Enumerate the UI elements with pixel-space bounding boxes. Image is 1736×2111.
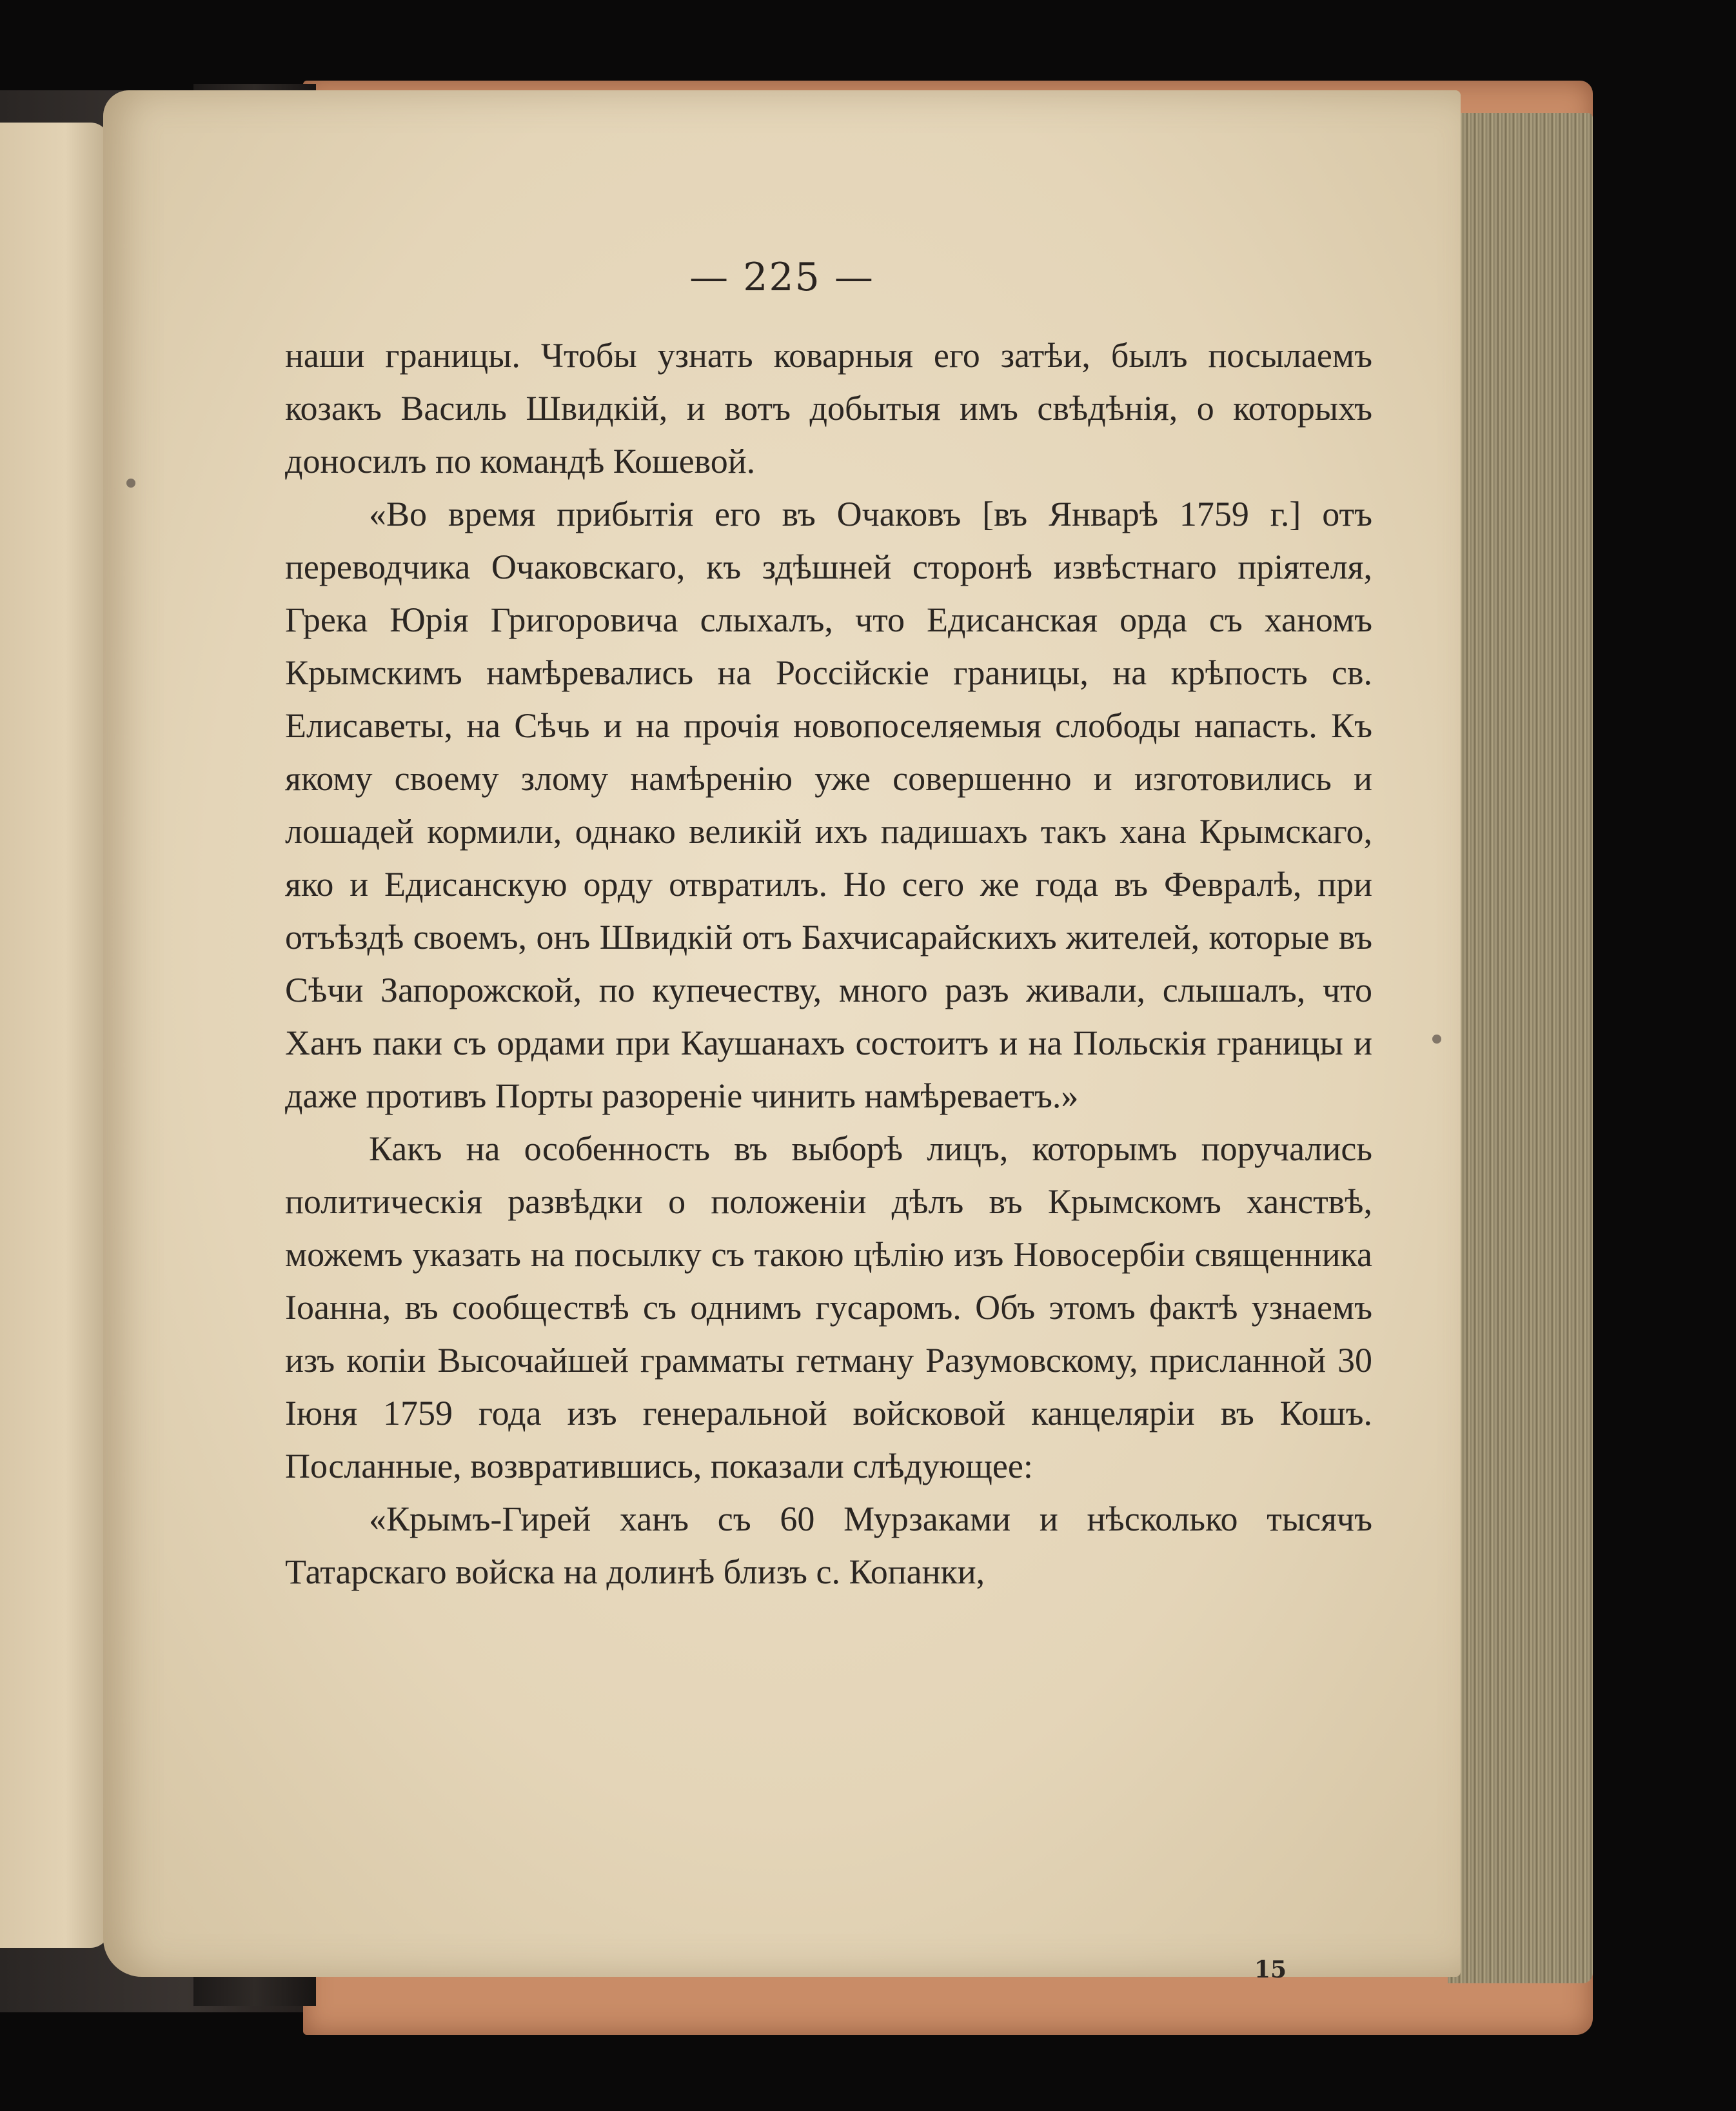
paragraph-2: «Во время прибытія его въ Очаковъ [въ Январѣ 1759 г.] отъ переводчика Очаковскаго, къ здѣшней сторонѣ извѣстнаго пріятеля, Грека Юрія Григоровича слыхалъ, что Едисанская орда съ ханомъ Крымскимъ намѣревались на Россійскіе границы, на крѣпость св. Елисаветы, на Сѣчь и на прочія новопоселяемыя слободы напасть. Къ якому своему злому намѣренію уже совершенно и изготовились и лошадей кормили, однако великій ихъ падишахъ такъ хана Крымскаго, яко и Едисанскую орду отвратилъ. Но сего же года въ Февралѣ, при отъѣздѣ своемъ, онъ Швидкій отъ Бахчисарайскихъ жителей, которые въ Сѣчи Запорожской, по купечеству, много разъ живали, слышалъ, что Ханъ паки съ ордами при Каушанахъ состоитъ и на Польскія границы и даже противъ Порты разореніе чинить намѣреваетъ.» [285, 495, 1372, 1115]
page-edges [1448, 113, 1593, 1983]
page-speck [1432, 1035, 1441, 1044]
page-text [285, 329, 1372, 1598]
paragraph-1: наши границы. Чтобы узнать коварныя его затѣи, былъ посылаемъ козакъ Василь Швидкій, и вотъ добытыя имъ свѣдѣнія, о которыхъ доносилъ по командѣ Кошевой. [285, 336, 1372, 481]
page-number: — 225 — [689, 255, 874, 300]
paragraph-3: Какъ на особенность въ выборѣ лицъ, которымъ поручались политическія развѣдки о положеніи дѣлъ въ Крымскомъ ханствѣ, можемъ указать на посылку съ такою цѣлію изъ Новосербіи священника Іоанна, въ сообществѣ съ однимъ гусаромъ. Объ этомъ фактѣ узнаемъ изъ копіи Высочайшей грамматы гетману Разумовскому, присланной 30 Іюня 1759 года изъ генеральной войсковой канцеляріи въ Кошъ. Посланные, возвратившись, показали слѣдующее: [285, 1129, 1372, 1485]
paragraph-4: «Крымъ-Гирей ханъ съ 60 Мурзаками и нѣсколько тысячъ Татарскаго войска на долинѣ близъ с. Копанки, [285, 1500, 1372, 1591]
book-page [103, 90, 1461, 1983]
left-page-edge [0, 123, 110, 1948]
signature-mark: 15 [1254, 1956, 1287, 1983]
page-speck [126, 479, 135, 488]
